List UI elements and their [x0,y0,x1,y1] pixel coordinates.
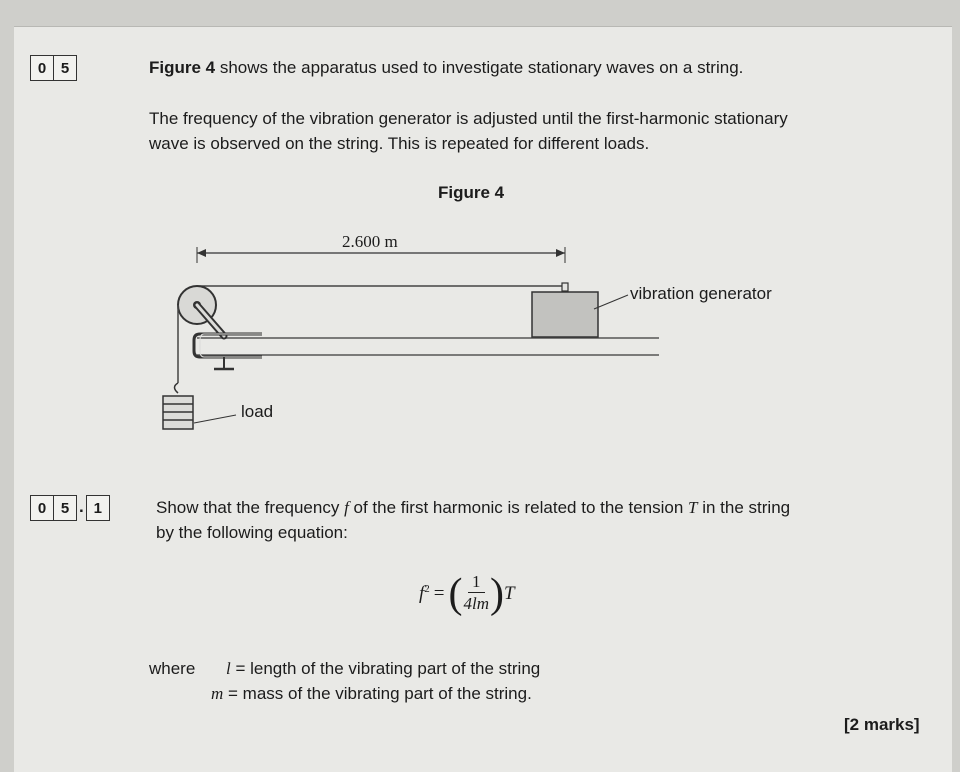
part-line-2: by the following equation: [156,523,348,542]
eq-equals: = [433,582,445,604]
part-digit: 5 [54,495,77,521]
hook [175,383,179,393]
eq-rhs: T [504,582,515,604]
question-digit: 0 [30,55,54,81]
symbol-l: l [226,659,231,678]
paragraph-line: wave is observed on the string. This is repeated for different loads. [149,134,650,153]
eq-lhs: f [419,582,425,604]
part-digit: 0 [30,495,54,521]
part-number-box [30,495,110,521]
load-label: load [241,402,274,421]
eq-power: 2 [424,582,430,595]
eq-numerator: 1 [468,572,485,593]
part-line-1: Show that the frequency f of the first harmonic is related to the tension T in the string [156,498,791,517]
definition-l: l = length of the vibrating part of the string [226,659,541,678]
symbol-f: f [344,498,349,517]
intro-text: shows the apparatus used to investigate stationary waves on a string. [215,58,744,77]
pulley [178,286,224,336]
part-question [156,495,790,545]
symbol-T: T [688,498,698,517]
generator-label: vibration generator [630,284,772,303]
definition-m: m = mass of the vibrating part of the string. [211,684,532,703]
marks-label: [2 marks] [844,715,920,734]
paragraph-line: The frequency of the vibration generator is adjusted until the first-harmonic stationary [149,109,788,128]
vibration-generator [532,283,598,337]
equation: f $^2$ = ( $\frac{1}{4lm}$ ) T [419,570,515,617]
figure-title: Figure 4 [438,183,505,202]
length-label: 2.600 m [342,232,398,251]
part-subdigit: 1 [86,495,110,521]
figure-reference: Figure 4 [149,58,216,77]
eq-denominator: 4lm [463,594,489,613]
load-leader-line [194,415,236,423]
bench [197,338,659,355]
symbol-m: m [211,684,224,703]
load-masses [163,396,193,429]
clamp [194,334,262,369]
where-label: where [149,659,196,678]
question-digit: 5 [54,55,77,81]
exam-page [14,26,952,772]
eq-fraction [464,572,490,615]
generator-leader-line [594,295,628,309]
part-dot: . [79,497,84,516]
